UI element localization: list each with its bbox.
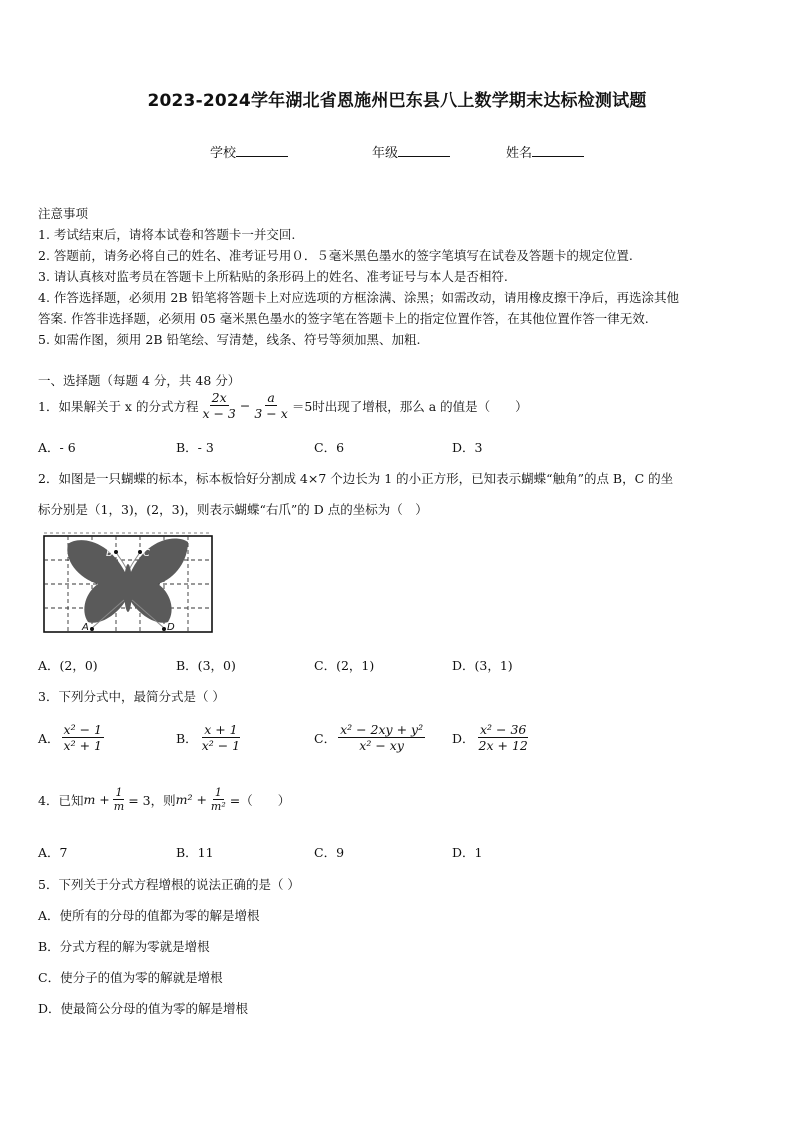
name-label: 姓名 xyxy=(506,146,533,161)
q5-option-b[interactable]: B．分式方程的解为零就是增根 xyxy=(38,939,210,954)
school-label: 学校 xyxy=(210,146,237,161)
q2-option-a[interactable]: A．(2，0) xyxy=(38,658,98,673)
question-4-stem: 4．已知 m + $\frac{1}{m}$ = 3，则 m² + $\frac{1}{\text{m²}}$ =（ ） xyxy=(38,786,291,813)
notice-item: 2. 答题前，请务必将自己的姓名、准考证号用０．５毫米黑色墨水的签字笔填写在试卷及答题卡的规定位置. xyxy=(38,248,633,263)
q3-option-c[interactable]: C． $\frac{\text{x² − 2xy + y²}}{\text{x² − xy}}$ xyxy=(314,722,424,753)
notice-heading: 注意事项 xyxy=(38,206,89,221)
q1-option-a[interactable]: A．- 6 xyxy=(38,440,76,455)
point-a-label: A xyxy=(82,622,89,633)
butterfly-shape xyxy=(67,539,188,623)
q2-option-b[interactable]: B．(3，0) xyxy=(176,658,236,673)
q5-option-c[interactable]: C．使分子的值为零的解就是增根 xyxy=(38,970,223,985)
question-3-stem: 3．下列分式中，最简分式是（ ） xyxy=(38,689,225,704)
q3-option-b[interactable]: B． $\frac{x + 1}{\text{x² − 1}}$ xyxy=(176,722,241,753)
butterfly-figure xyxy=(38,530,218,634)
question-1-stem xyxy=(38,390,528,421)
notice-item: 1. 考试结束后，请将本试卷和答题卡一并交回. xyxy=(38,227,296,242)
point-b-label: B xyxy=(106,548,113,559)
question-2-line1: 2．如图是一只蝴蝶的标本，标本板恰好分割成 4×7 个边长为 1 的小正方形，已知表示蝴蝶“触角”的点 B，C 的坐 xyxy=(38,471,674,486)
question-5-stem: 5．下列关于分式方程增根的说法正确的是（ ） xyxy=(38,877,300,892)
notice-item: 4. 作答选择题，必须用 2B 铅笔将答题卡上对应选项的方框涂满、涂黑；如需改动，请用橡皮擦干净后，再选涂其他 xyxy=(38,290,679,305)
q3-option-a[interactable]: A． $\frac{\text{x² − 1}}{\text{x² + 1}}$ xyxy=(38,722,102,753)
q4-option-c[interactable]: C．9 xyxy=(314,845,345,860)
grade-label: 年级 xyxy=(372,146,399,161)
q4-option-d[interactable]: D．1 xyxy=(452,845,483,860)
q1-minus: − xyxy=(239,398,251,413)
q1-prefix: 1．如果解关于 x 的分式方程 xyxy=(38,398,199,414)
grade-field[interactable] xyxy=(372,142,450,161)
q1-option-b[interactable]: B．- 3 xyxy=(176,440,214,455)
q1-suffix: ＝5时出现了增根，那么 a 的值是（ ） xyxy=(291,398,528,414)
point-d-label: D xyxy=(167,622,175,633)
page-title: 2023-2024学年湖北省恩施州巴东县八上数学期末达标检测试题 xyxy=(147,91,647,111)
q4-option-b[interactable]: B．11 xyxy=(176,845,214,860)
q1-fraction-1: $\frac{2x}{x - 3}$ xyxy=(202,390,236,421)
q5-option-a[interactable]: A．使所有的分母的值都为零的解是增根 xyxy=(38,908,260,923)
notice-item: 5. 如需作图，须用 2B 铅笔绘、写清楚，线条、符号等须加黑、加粗. xyxy=(38,332,421,347)
q1-option-c[interactable]: C．6 xyxy=(314,440,345,455)
q4-option-a[interactable]: A．7 xyxy=(38,845,68,860)
name-field[interactable] xyxy=(506,142,584,161)
name-blank[interactable] xyxy=(532,144,584,157)
school-blank[interactable] xyxy=(236,144,288,157)
q3-option-d[interactable]: D． $\frac{\text{x² − 36}}{2x + 12}$ xyxy=(452,722,528,753)
point-c-label: C xyxy=(143,548,150,559)
question-2-line2: 标分别是（1，3)，(2，3)，则表示蝴蝶“右爪”的 D 点的坐标为（ ） xyxy=(38,502,428,517)
q1-option-d[interactable]: D．3 xyxy=(452,440,483,455)
section-heading: 一、选择题（每题 4 分，共 48 分） xyxy=(38,373,241,388)
q2-option-c[interactable]: C．(2，1) xyxy=(314,658,375,673)
q5-option-d[interactable]: D．使最简公分母的值为零的解是增根 xyxy=(38,1001,249,1016)
notice-item: 答案. 作答非选择题，必须用 05 毫米黑色墨水的签字笔在答题卡上的指定位置作答，在其他位置作答一律无效. xyxy=(38,311,649,326)
grade-blank[interactable] xyxy=(398,144,450,157)
q1-fraction-2: $\frac{a}{3 - x}$ xyxy=(254,390,288,421)
school-field[interactable] xyxy=(210,142,288,161)
q2-option-d[interactable]: D．(3，1) xyxy=(452,658,513,673)
notice-item: 3. 请认真核对监考员在答题卡上所粘贴的条形码上的姓名、准考证号与本人是否相符. xyxy=(38,269,508,284)
